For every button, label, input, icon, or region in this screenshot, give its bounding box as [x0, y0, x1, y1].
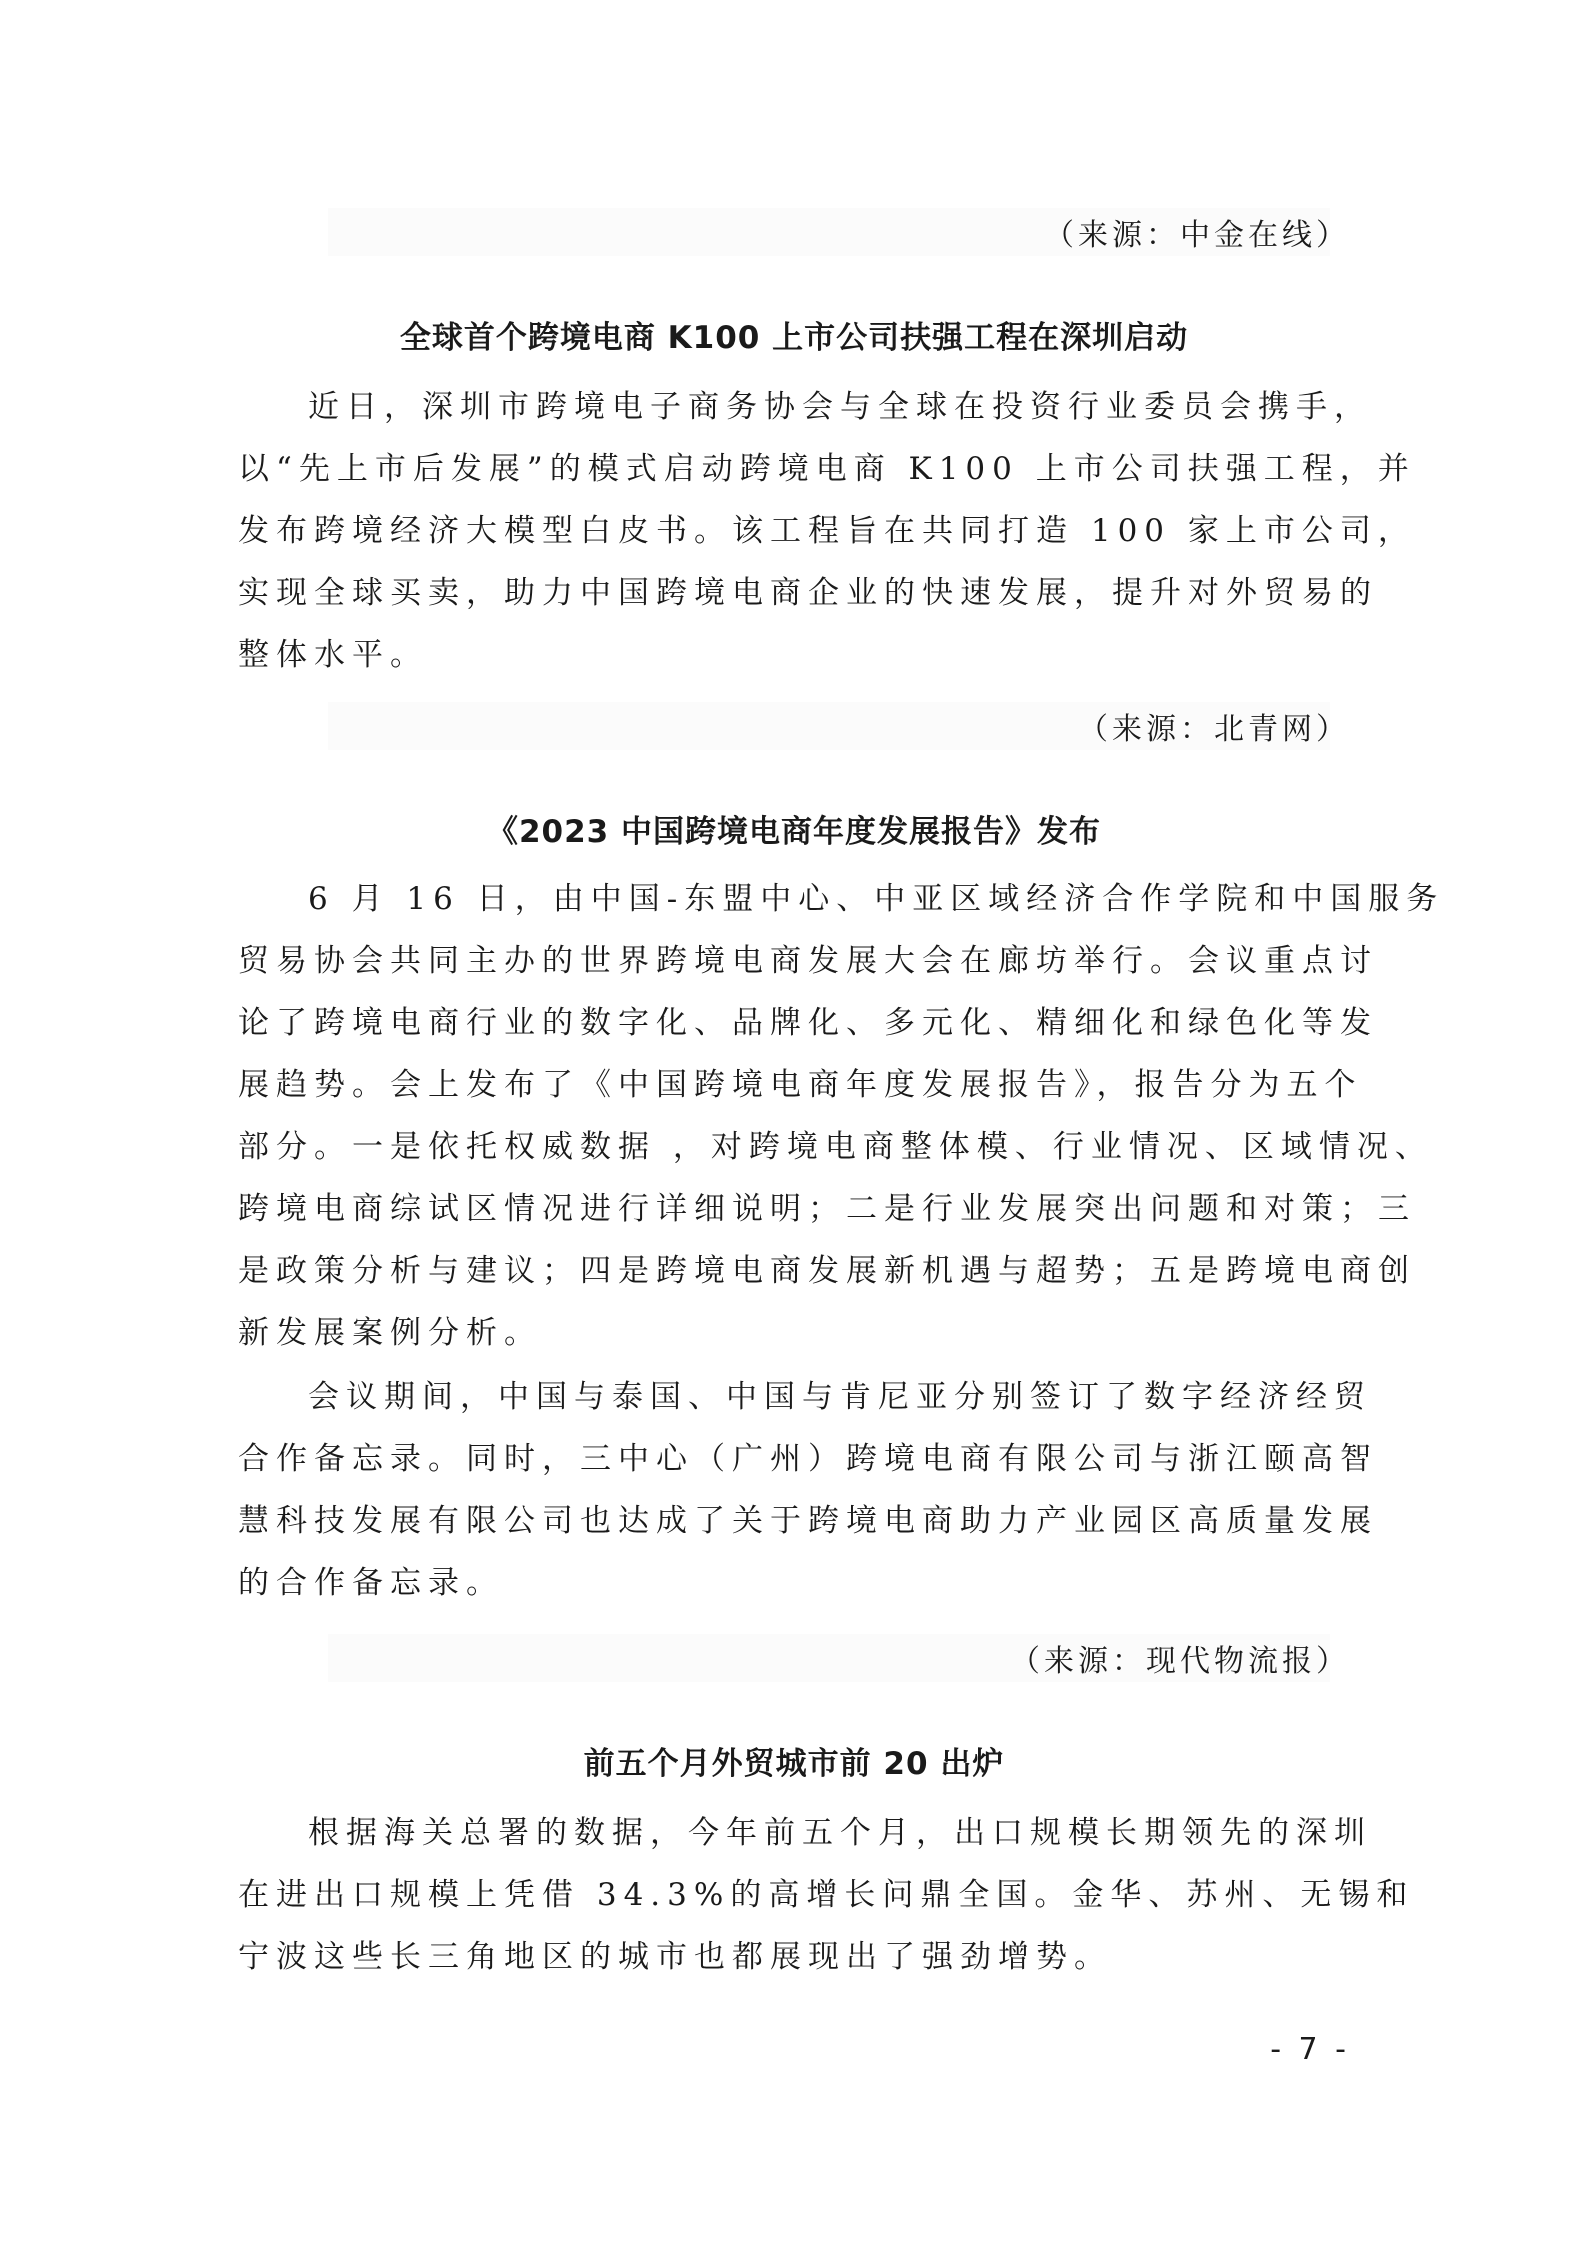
- document-page: [238, 0, 1445, 2244]
- article1-title: 全球首个跨境电商 K100 上市公司扶强工程在深圳启动: [399, 320, 1189, 356]
- article0-source: （来源：中金在线）: [1044, 218, 1350, 253]
- article2-line: 展趋势。会上发布了《中国跨境电商年度发展报告》，报告分为五个: [238, 1067, 1363, 1103]
- page-number: - 7 -: [1270, 2032, 1350, 2067]
- article2-line: 论了跨境电商行业的数字化、品牌化、多元化、精细化和绿色化等发: [238, 1005, 1378, 1041]
- article1-line: 以“先上市后发展”的模式启动跨境电商 K100 上市公司扶强工程，并: [238, 451, 1416, 487]
- article2-line: 会议期间，中国与泰国、中国与肯尼亚分别签订了数字经济经贸: [308, 1379, 1372, 1415]
- article2-line: 的合作备忘录。: [238, 1565, 504, 1601]
- article2-title: 《2023 中国跨境电商年度发展报告》发布: [486, 814, 1102, 850]
- article2-line: 贸易协会共同主办的世界跨境电商发展大会在廊坊举行。会议重点讨: [238, 943, 1378, 979]
- article1-line: 整体水平。: [238, 637, 428, 673]
- article3-title: 前五个月外贸城市前 20 出炉: [583, 1746, 1005, 1782]
- article3-line: 根据海关总署的数据，今年前五个月，出口规模长期领先的深圳: [308, 1815, 1372, 1851]
- article2-body-para2: [238, 1366, 1378, 1614]
- article1-line: 发布跨境经济大模型白皮书。该工程旨在共同打造 100 家上市公司，: [238, 513, 1416, 549]
- article2-line: 部分。一是依托权威数据 ，对跨境电商整体模、行业情况、区域情况、: [238, 1129, 1433, 1165]
- article2-body-para1: [238, 868, 1445, 1364]
- article2-line: 慧科技发展有限公司也达成了关于跨境电商助力产业园区高质量发展: [238, 1503, 1378, 1539]
- article2-line: 6 月 16 日，由中国-东盟中心、中亚区域经济合作学院和中国服务: [308, 881, 1445, 917]
- article1-body: [238, 376, 1416, 686]
- article1-line: 实现全球买卖，助力中国跨境电商企业的快速发展，提升对外贸易的: [238, 575, 1378, 611]
- article2-line: 是政策分析与建议；四是跨境电商发展新机遇与超势；五是跨境电商创: [238, 1253, 1416, 1289]
- article2-line: 跨境电商综试区情况进行详细说明；二是行业发展突出问题和对策；三: [238, 1191, 1416, 1227]
- article3-line: 宁波这些长三角地区的城市也都展现出了强劲增势。: [238, 1939, 1112, 1975]
- article2-line: 合作备忘录。同时，三中心（广州）跨境电商有限公司与浙江颐高智: [238, 1441, 1378, 1477]
- article1-line: 近日，深圳市跨境电子商务协会与全球在投资行业委员会携手，: [308, 389, 1372, 425]
- article3-body: [238, 1802, 1415, 1988]
- article3-line: 在进出口规模上凭借 34.3%的高增长问鼎全国。金华、苏州、无锡和: [238, 1877, 1415, 1913]
- article2-line: 新发展案例分析。: [238, 1315, 542, 1351]
- article1-source: （来源：北青网）: [1078, 712, 1350, 747]
- article2-source: （来源：现代物流报）: [1010, 1644, 1350, 1679]
